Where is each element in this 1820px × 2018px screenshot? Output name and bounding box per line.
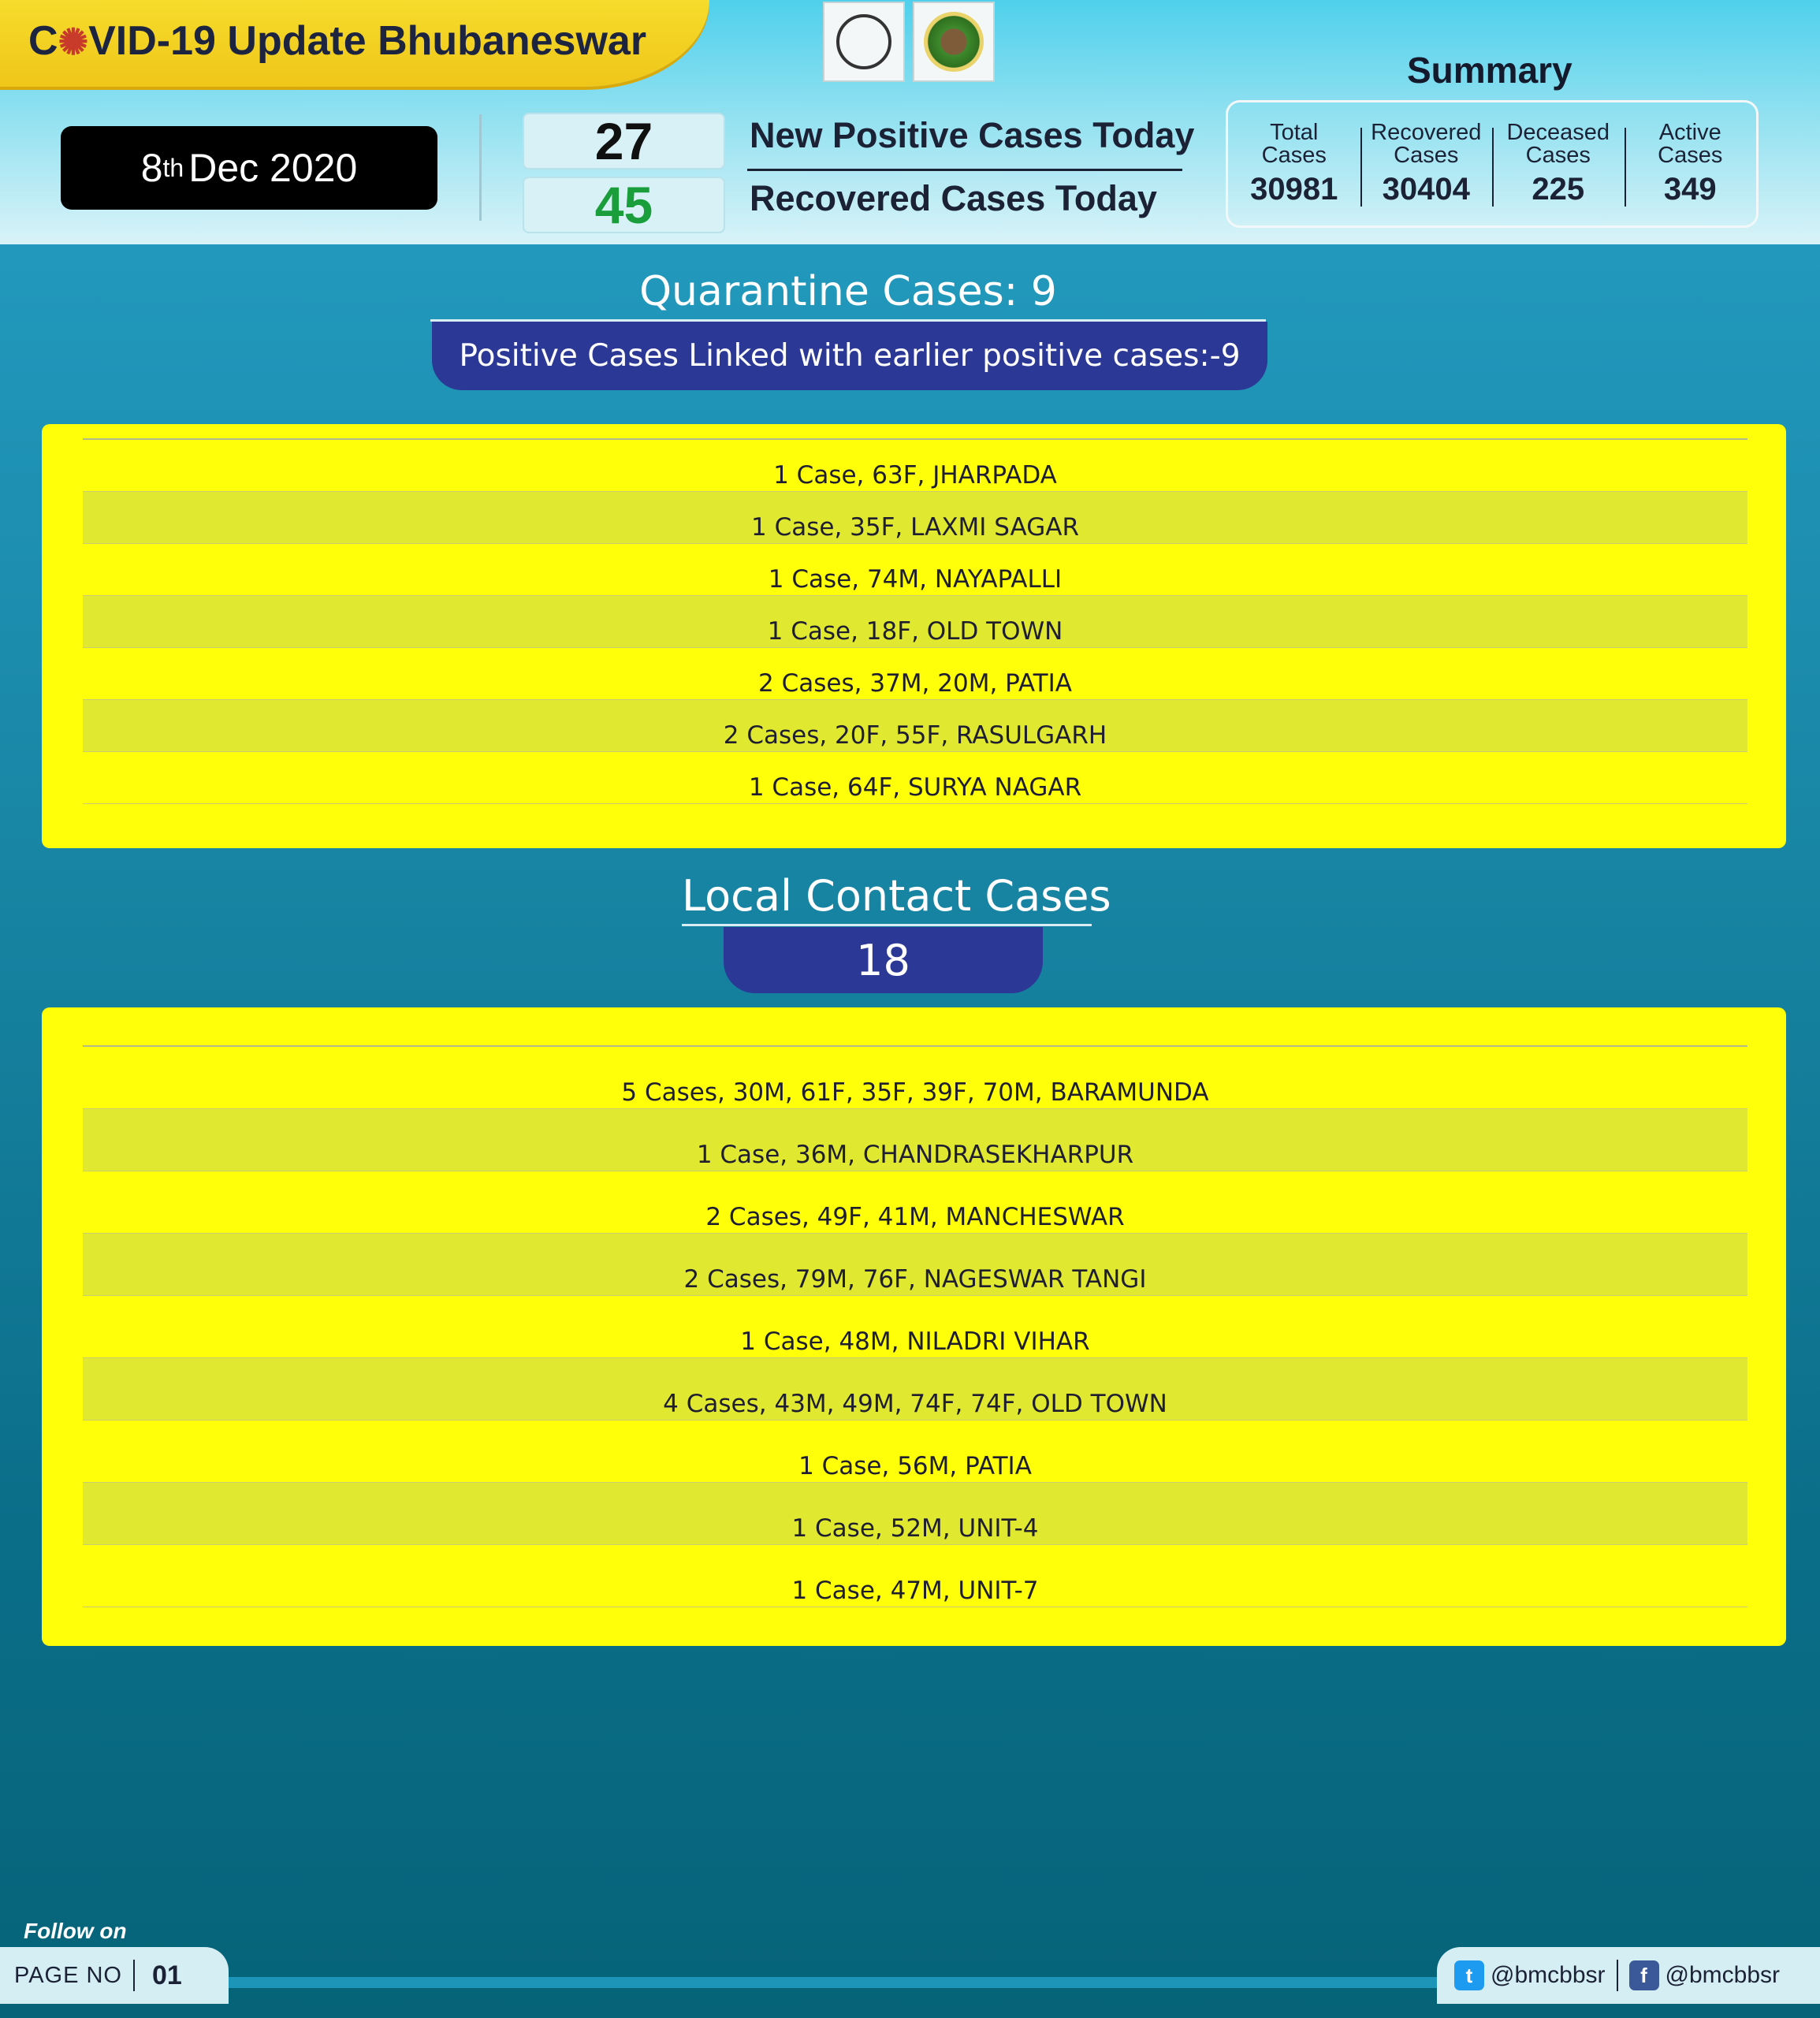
- list-item: 1 Case, 36M, CHANDRASEKHARPUR: [83, 1109, 1747, 1171]
- summary-active: [1625, 121, 1757, 207]
- summary-label: Total: [1270, 119, 1319, 145]
- list-item: 1 Case, 74M, NAYAPALLI: [83, 544, 1747, 596]
- local-contact-panel: [42, 1007, 1786, 1646]
- facebook-handle-link[interactable]: @bmcbbsr: [1665, 1962, 1780, 1988]
- recovered-label: Recovered Cases Today: [750, 178, 1157, 218]
- list-item: 1 Case, 47M, UNIT-7: [83, 1545, 1747, 1607]
- recovered-count: 45: [523, 177, 725, 233]
- virus-icon: ✺: [58, 21, 89, 62]
- list-item: 1 Case, 48M, NILADRI VIHAR: [83, 1296, 1747, 1358]
- divider: [747, 169, 1182, 171]
- list-item: 1 Case, 63F, JHARPADA: [83, 440, 1747, 492]
- twitter-icon[interactable]: t: [1454, 1960, 1484, 1990]
- list-item: 1 Case, 52M, UNIT-4: [83, 1483, 1747, 1545]
- quarantine-panel: [42, 424, 1786, 848]
- local-contact-count: 18: [724, 927, 1043, 993]
- summary-title: Summary: [1407, 50, 1572, 91]
- summary-value: 349: [1663, 171, 1717, 207]
- summary-label: Cases: [1658, 142, 1723, 168]
- summary-label: Cases: [1394, 142, 1459, 168]
- date-badge: [61, 126, 437, 210]
- date-suffix: th: [162, 153, 184, 182]
- list-item: 1 Case, 18F, OLD TOWN: [83, 596, 1747, 648]
- list-item: 1 Case, 35F, LAXMI SAGAR: [83, 492, 1747, 544]
- social-links: [1437, 1947, 1820, 2004]
- divider: [133, 1960, 135, 1991]
- divider: [1617, 1960, 1618, 1991]
- summary-label: Deceased: [1506, 119, 1610, 145]
- list-item: 5 Cases, 30M, 61F, 35F, 39F, 70M, BARAMUNDA: [83, 1047, 1747, 1109]
- new-positive-count: 27: [523, 113, 725, 169]
- list-item: 1 Case, 64F, SURYA NAGAR: [83, 752, 1747, 804]
- date-rest: Dec 2020: [188, 146, 358, 190]
- follow-on-label: Follow on: [24, 1919, 127, 1943]
- list-item: 2 Cases, 49F, 41M, MANCHESWAR: [83, 1171, 1747, 1234]
- page-title: [28, 17, 646, 65]
- title-prefix: C: [28, 18, 58, 64]
- summary-label: Cases: [1261, 142, 1327, 168]
- summary-deceased: [1492, 121, 1625, 207]
- title-banner: [0, 0, 709, 87]
- page-number: 01: [152, 1960, 182, 1990]
- page-label: PAGE NO: [14, 1962, 122, 1988]
- header: [0, 0, 1820, 244]
- list-item: 2 Cases, 79M, 76F, NAGESWAR TANGI: [83, 1234, 1747, 1296]
- summary-value: 225: [1532, 171, 1585, 207]
- list-item: 2 Cases, 20F, 55F, RASULGARH: [83, 700, 1747, 752]
- summary-label: Active: [1658, 119, 1721, 145]
- list-item: 2 Cases, 37M, 20M, PATIA: [83, 648, 1747, 700]
- summary-box: [1226, 100, 1759, 228]
- summary-label: Recovered: [1371, 119, 1482, 145]
- quarantine-list: [83, 438, 1747, 804]
- list-item: 1 Case, 56M, PATIA: [83, 1420, 1747, 1483]
- divider: [479, 114, 482, 221]
- twitter-handle-link[interactable]: @bmcbbsr: [1491, 1962, 1606, 1988]
- date-day: 8: [140, 146, 163, 190]
- summary-value: 30981: [1250, 171, 1338, 207]
- summary-label: Cases: [1525, 142, 1591, 168]
- list-item: 4 Cases, 43M, 49M, 74F, 74F, OLD TOWN: [83, 1358, 1747, 1420]
- bmc-logo: [913, 2, 995, 82]
- page-number-tab: [0, 1947, 229, 2004]
- logos: [823, 2, 995, 82]
- new-positive-label: New Positive Cases Today: [750, 115, 1195, 155]
- summary-recovered: [1360, 121, 1493, 207]
- facebook-icon[interactable]: f: [1629, 1960, 1659, 1990]
- local-contact-list: [83, 1045, 1747, 1607]
- summary-total: [1228, 121, 1360, 207]
- odisha-emblem-logo: [823, 2, 905, 82]
- local-contact-heading: Local Contact Cases: [682, 871, 1111, 921]
- divider: [682, 924, 1092, 926]
- quarantine-heading: Quarantine Cases: 9: [639, 268, 1057, 315]
- summary-value: 30404: [1382, 171, 1470, 207]
- quarantine-subheading: Positive Cases Linked with earlier positive cases:-9: [432, 322, 1267, 390]
- title-suffix: VID-19 Update Bhubaneswar: [88, 18, 647, 64]
